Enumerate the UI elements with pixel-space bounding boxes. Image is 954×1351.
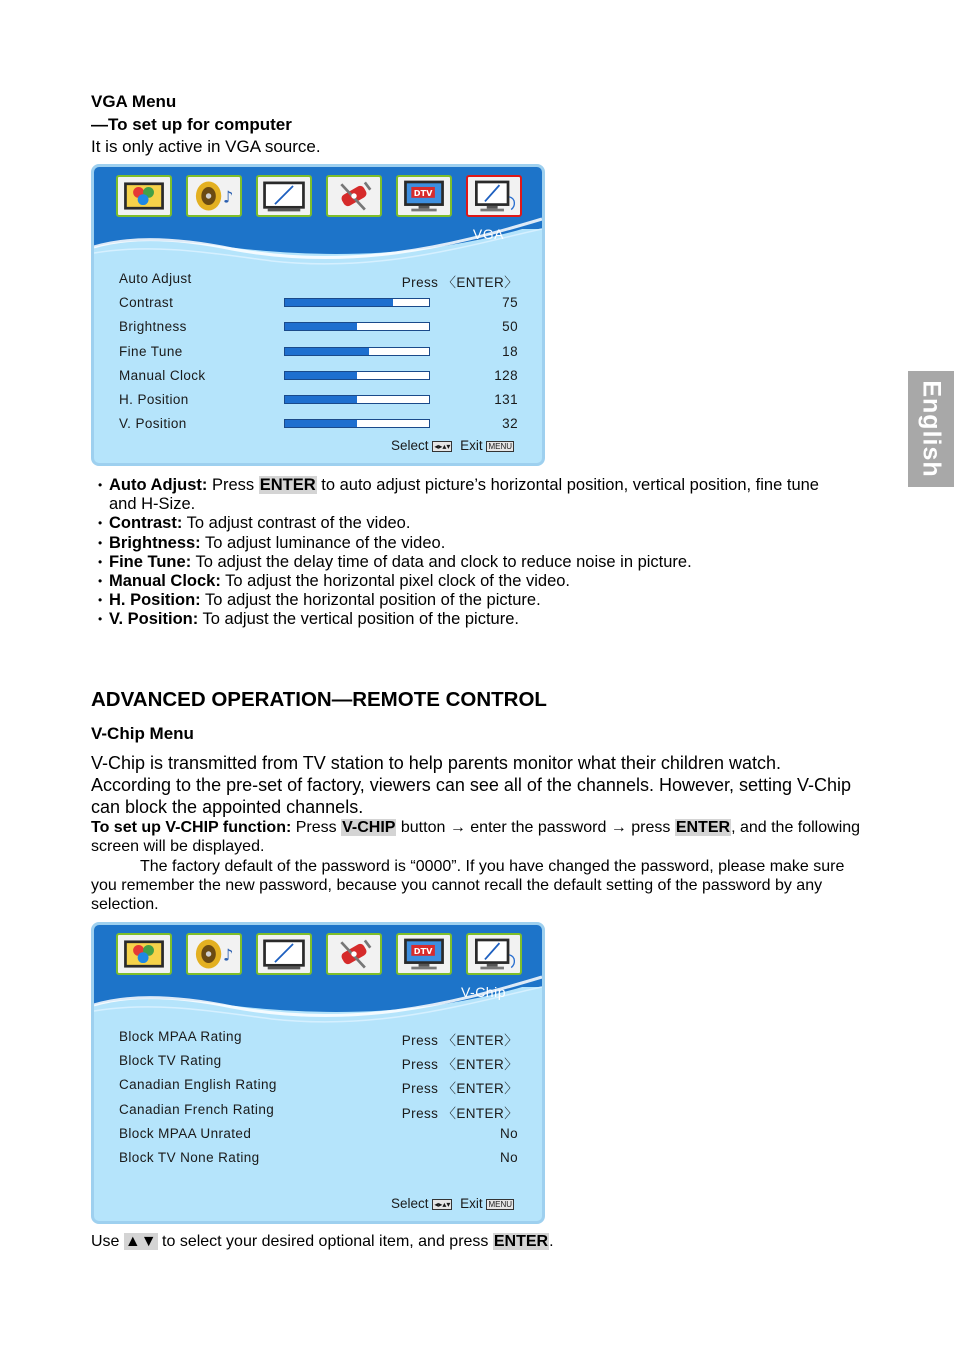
osd-row-label[interactable]: Block MPAA Unrated [119,1126,252,1141]
osd-row-label[interactable]: Auto Adjust [119,271,192,286]
list-item: • Fine Tune: To adjust the delay time of data and clock to reduce noise in picture. [91,553,851,572]
picture-icon[interactable] [116,933,172,975]
vga-osd-screen [91,164,545,466]
contrast-slider[interactable] [284,298,430,307]
osd-row-label[interactable]: Canadian French Rating [119,1102,275,1117]
svg-text:♪: ♪ [223,945,234,965]
osd-row-value: Press 〈ENTER〉 [401,1033,518,1048]
dtv-icon-label: DTV [413,946,433,956]
osd-menu-title: VGA [472,226,504,242]
select-arrows-icon: ◂▸▴▾ [434,441,451,451]
list-item: • Brightness: To adjust luminance of the video. [91,534,851,553]
osd-row-value: 128 [494,368,518,383]
tv-icon[interactable] [256,175,312,217]
osd-row-label[interactable]: Canadian English Rating [119,1077,277,1092]
osd-row-value: No [499,1126,518,1141]
final-instruction: Use ▲▼ to select your desired optional item, and press ENTER. [91,1233,554,1250]
osd-footer [391,438,514,453]
vga-subheading: —To set up for computer [91,115,292,134]
picture-icon[interactable] [116,175,172,217]
osd-row-value: 32 [502,416,518,431]
h-position-slider[interactable] [284,395,430,404]
osd-row-value: No [499,1150,518,1165]
footer-exit-label: Exit [460,438,483,453]
manual-clock-slider[interactable] [284,371,430,380]
dtv-icon-label: DTV [413,188,433,198]
audio-icon[interactable] [186,933,242,975]
osd-row-value: Press 〈ENTER〉 [401,1081,518,1096]
osd-row-label[interactable]: Fine Tune [119,344,183,359]
password-note: The factory default of the password is “0000”. If you have changed the password, please make sure you remember the new password, because you cannot recall the default setting of the password by any selection. [91,858,845,913]
vchip-osd-screen [91,922,545,1224]
svg-text:♪: ♪ [223,187,234,207]
osd-row-value: Press 〈ENTER〉 [401,275,518,290]
menu-key-icon: MENU [488,1199,512,1209]
osd-row-label[interactable]: Contrast [119,295,174,310]
osd-row-label[interactable]: H. Position [119,392,189,407]
osd-row-label[interactable]: Block TV Rating [119,1053,222,1068]
dtv-icon[interactable] [396,175,452,217]
vga-icon[interactable] [466,175,522,217]
vga-heading: VGA Menu [91,92,177,111]
osd-footer [391,1196,514,1211]
osd-row-value: Press 〈ENTER〉 [401,1057,518,1072]
fine-tune-slider[interactable] [284,347,430,356]
footer-select-label: Select [391,438,429,453]
language-tab [908,371,954,487]
osd-row-label[interactable]: Block MPAA Rating [119,1029,242,1044]
osd-row-value: 131 [494,392,518,407]
osd-row-value: 50 [502,319,518,334]
language-tab-label: English [917,380,946,478]
osd-row-value: Press 〈ENTER〉 [401,1106,518,1121]
select-arrows-icon: ◂▸▴▾ [434,1199,451,1209]
tools-icon[interactable] [326,933,382,975]
vga-item-list [91,476,851,630]
osd-row-value: 18 [502,344,518,359]
vchip-heading: V-Chip Menu [91,724,194,743]
footer-exit-label: Exit [460,1196,483,1211]
v-position-slider[interactable] [284,419,430,428]
list-item: • Contrast: To adjust contrast of the video. [91,514,851,533]
brightness-slider[interactable] [284,322,430,331]
list-item: • Manual Clock: To adjust the horizontal pixel clock of the video. [91,572,851,591]
audio-icon[interactable] [186,175,242,217]
tv-icon[interactable] [256,933,312,975]
tools-icon[interactable] [326,175,382,217]
osd-row-value: 75 [502,295,518,310]
list-item: • Auto Adjust: Press ENTER to auto adjust picture’s horizontal position, vertical position, fine tune and H-Size. [91,476,851,514]
osd-row-label[interactable]: Brightness [119,319,187,334]
list-item: • H. Position: To adjust the horizontal position of the picture. [91,591,851,610]
section-title: ADVANCED OPERATION—REMOTE CONTROL [91,688,547,711]
vga-intro: It is only active in VGA source. [91,137,321,156]
footer-select-label: Select [391,1196,429,1211]
osd-row-label[interactable]: V. Position [119,416,187,431]
osd-row-label[interactable]: Block TV None Rating [119,1150,260,1165]
menu-key-icon: MENU [488,441,512,451]
up-down-keys: ▲▼ [124,1233,157,1250]
vchip-intro: V-Chip is transmitted from TV station to help parents monitor what their children watch. According to the pre-set of factory, viewers can see all of the channels. However, setting V-Chip can block the appointed channels. [91,753,852,817]
vga-icon[interactable] [466,933,522,975]
osd-row-label[interactable]: Manual Clock [119,368,206,383]
dtv-icon[interactable] [396,933,452,975]
vchip-setup-text: To set up V-CHIP function: Press V-CHIP button → enter the password → press ENTER, and the following screen will be displayed. [91,819,861,855]
osd-menu-title: V-Chip [460,984,506,1000]
list-item: • V. Position: To adjust the vertical position of the picture. [91,610,851,629]
